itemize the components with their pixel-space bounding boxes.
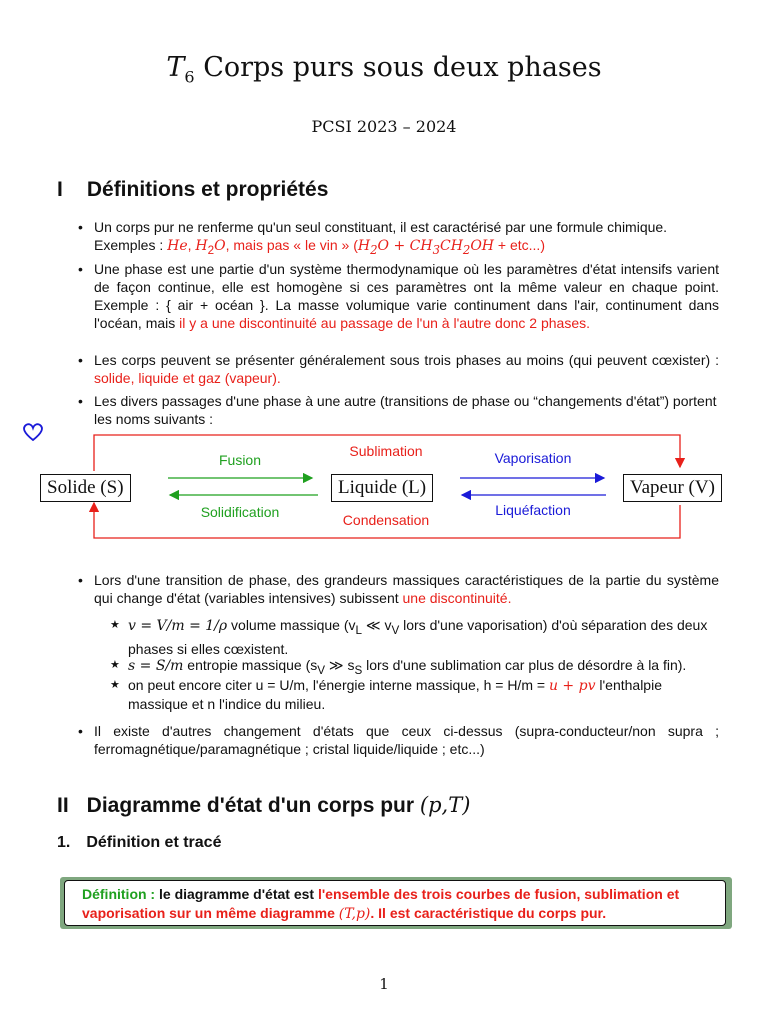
vaporisation-label: Vaporisation xyxy=(494,450,572,466)
sub-list-item: ★ v = V/m = 1/ρ volume massique ($v_L$ ≪ $v_V$ lors d'une vaporisation) d'où séparation des deux phases si elles cœxistent. xyxy=(110,617,708,657)
sub-list-item: ★ on peut encore citer u = U/m, l'énergie interne massique, h = H/m = u + pv l'enthalpie massique et n l'indice du milieu. xyxy=(110,677,662,712)
solidification-label: Solidification xyxy=(200,504,280,520)
list-item: • Lors d'une transition de phase, des grandeurs massiques caractéristiques de la partie du système qui change d'état (variables intensives) subissent une discontinuité. xyxy=(78,572,719,606)
liquid-phase-box: Liquide (L) xyxy=(331,474,433,502)
section-1-heading: I Définitions et propriétés xyxy=(57,178,329,201)
list-item: • Les divers passages d'une phase à une autre (transitions de phase ou “changements d'état”) portent les noms suivants : xyxy=(78,393,717,427)
document-title: $T_6$ Corps purs sous deux phases xyxy=(166,52,602,87)
section-2-heading: II Diagramme d'état d'un corps pur (p,T) xyxy=(57,793,471,817)
page-number: 1 xyxy=(379,975,389,993)
sub-list-item: ★ s = S/m entropie massique ($s_V$ ≫ $s_S$ lors d'une sublimation car plus de désordre à la fin). xyxy=(110,657,687,677)
list-item: • Les corps peuvent se présenter généralement sous trois phases au moins (qui peuvent cœxister) : solide, liquide et gaz (vapeur). xyxy=(78,352,719,386)
solid-phase-box: Solide (S) xyxy=(40,474,131,502)
subsection-heading: 1. Définition et tracé xyxy=(57,834,222,851)
fusion-label: Fusion xyxy=(218,452,262,468)
list-item: • Il existe d'autres changement d'états que ceux ci-dessus (supra-conducteur/non supra ; ferromagnétique/paramagnétique ; cristal liquide/liquide ; etc...) xyxy=(78,723,719,757)
list-item: • Un corps pur ne renferme qu'un seul constituant, il est caractérisé par une formule chimique. Exemples : He, $H_2O$, mais pas « le vin » $(H_2O + CH_3CH_2OH + etc...)$ xyxy=(78,219,668,257)
document-subtitle: PCSI 2023 – 2024 xyxy=(311,117,457,136)
condensation-label: Condensation xyxy=(342,512,430,528)
list-item: • Une phase est une partie d'un système thermodynamique où les paramètres d'état intensifs varient de façon continue, elle est homogène si ces paramètres ont la même valeur en chaque point. Exemple : { air + océan }. La masse volumique varie continument dans l'air, continument dans l'océan, mais il y a une discontinuité au passage de l'un à l'autre donc 2 phases. xyxy=(78,261,719,331)
liquefaction-label: Liquéfaction xyxy=(495,502,571,518)
definition-text: Définition : le diagramme d'état est l'ensemble des trois courbes de fusion, sublimation et vaporisation sur un même diagramme (T,p). Il est caractéristique du corps pur. xyxy=(82,886,680,922)
vapour-phase-box: Vapeur (V) xyxy=(623,474,722,502)
sublimation-label: Sublimation xyxy=(349,443,423,459)
